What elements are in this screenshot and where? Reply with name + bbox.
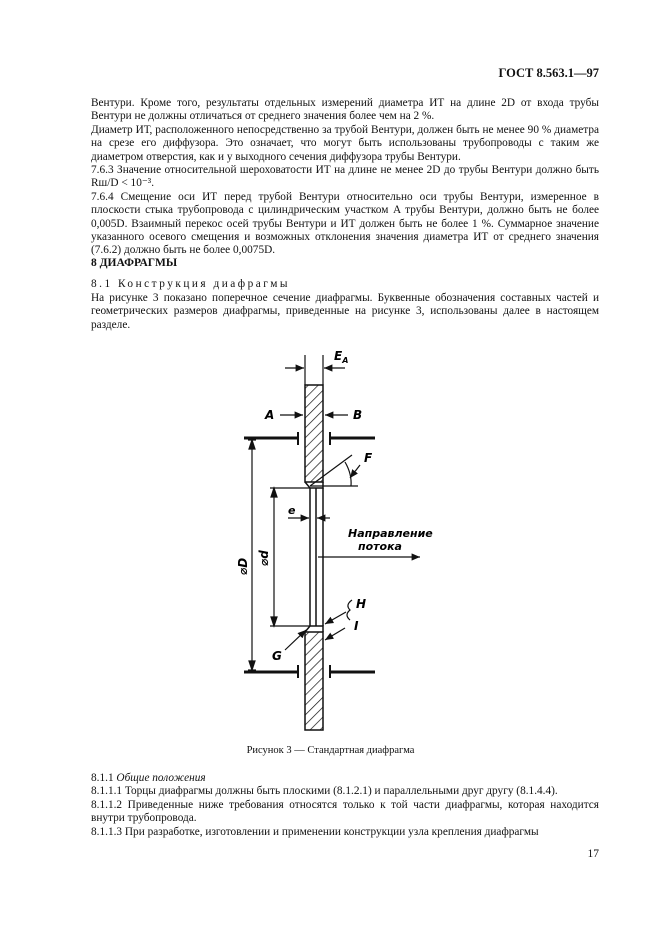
paragraph-venturi-continuation: Вентури. Кроме того, результаты отдельных измерений диаметра ИТ на длине 2D от входа трубы Вентури не должны отличаться от среднего значения более чем на 2 %.	[91, 97, 599, 123]
h-i-leaders	[325, 600, 352, 640]
paragraph-8-1-1-2: 8.1.1.2 Приведенные ниже требования относятся только к той части диафрагмы, которая находится внутри трубопровода.	[91, 798, 599, 825]
top-text-block	[91, 97, 599, 258]
flow-label-line1: Направление	[348, 527, 433, 540]
label-f: F	[364, 451, 373, 465]
clause-number: 8.1.1	[91, 772, 114, 784]
section-intro-paragraph: На рисунке 3 показано поперечное сечение диафрагмы. Буквенные обозначения составных частей и геометрических размеров диафрагмы, приведенные на рисунке 3, использованы далее в настоящем разделе.	[91, 291, 599, 331]
label-ea: $E_A$	[334, 349, 349, 365]
label-g: G	[272, 649, 282, 663]
bottom-text-block	[91, 772, 599, 839]
d-outer-dimension	[248, 440, 256, 670]
paragraph-7-6-4: 7.6.4 Смещение оси ИТ перед трубой Вентури относительно оси трубы Вентури, измеренное в плоскости стыка трубопровода с цилиндрическим участком A трубы Вентури, должно быть не более 0,005D. Взаимный перекос осей трубы Вентури и ИТ должен быть не более 1 %. Суммарное значение указанного осевого смещения и возможных отклонения значения диаметра ИТ от среднего значения (7.6.2) должно быть не более 0,0075D.	[91, 190, 599, 257]
label-i: I	[354, 619, 359, 633]
ea-dimension	[285, 355, 345, 385]
figure-caption: Рисунок 3 — Стандартная диафрагма	[246, 745, 415, 756]
d-inner-dimension	[270, 488, 310, 626]
g-leader	[285, 630, 306, 650]
label-b: B	[353, 408, 363, 422]
label-phi-d: ⌀d	[257, 550, 271, 566]
subsection-title: 8.1 Конструкция диафрагмы	[91, 278, 290, 291]
document-id-header: ГОСТ 8.563.1—97	[498, 66, 599, 80]
section-title: 8 ДИАФРАГМЫ	[91, 257, 178, 269]
paragraph-diameter-requirement: Диаметр ИТ, расположенного непосредственно за трубой Вентури, должен быть не менее 90 % диаметра на срезе его диффузора. Это означает, что могут быть использованы трубопроводы с таким же диаметром отверстия, как и у выходного сечения диффузора трубы Вентури.	[91, 123, 599, 163]
clause-title: Общие положения	[116, 772, 206, 784]
section-8-block	[91, 257, 599, 332]
pipe-walls	[244, 432, 375, 678]
label-phi-D: ⌀D	[236, 557, 250, 575]
paragraph-8-1-1-1: 8.1.1.1 Торцы диафрагмы должны быть плоскими (8.1.2.1) и параллельными друг другу (8.1.4.4).	[91, 785, 558, 798]
paragraph-8-1-1	[91, 772, 599, 785]
angle-f-indicator	[310, 455, 360, 486]
page-number: 17	[587, 848, 599, 860]
plate-upper-section	[305, 385, 323, 482]
paragraph-8-1-1-3: 8.1.1.3 При разработке, изготовлении и применении конструкции узла крепления диафрагмы	[91, 825, 539, 838]
label-h: H	[356, 597, 367, 611]
paragraph-7-6-3: 7.6.3 Значение относительной шероховатости ИТ на длине не менее 2D до трубы Вентури должно быть Rш/D < 10⁻³.	[91, 164, 599, 190]
plate-bevel	[305, 482, 323, 632]
flow-label-line2: потока	[358, 540, 402, 553]
plate-lower-section	[305, 632, 323, 730]
label-e: e	[288, 504, 296, 517]
label-a: A	[265, 408, 275, 422]
